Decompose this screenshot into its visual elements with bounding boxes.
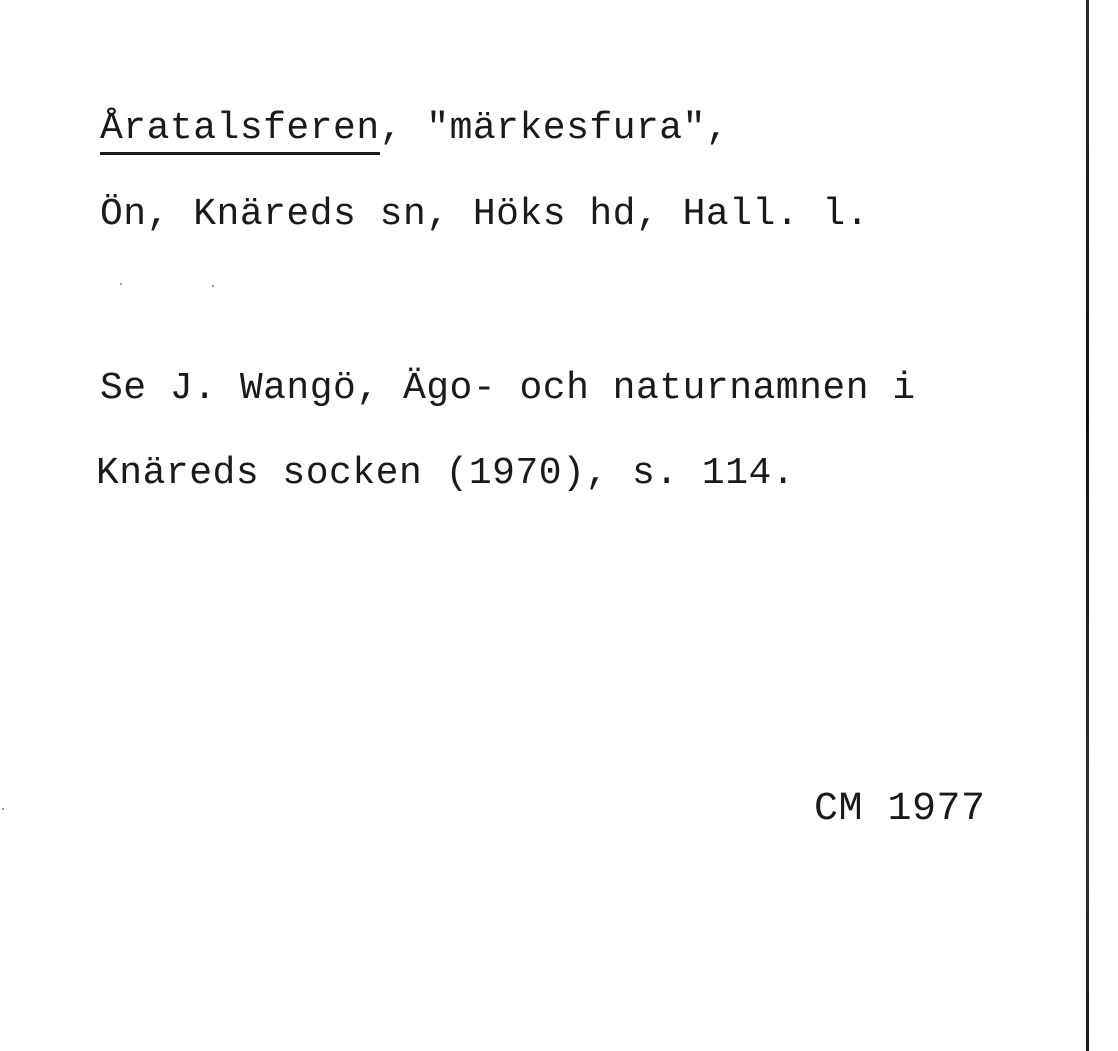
location-line: Ön, Knäreds sn, Höks hd, Hall. l. <box>100 193 870 236</box>
speck-mark <box>120 283 122 285</box>
signature: CM 1977 <box>814 787 986 832</box>
card-edge-line <box>1086 0 1089 1051</box>
title-line <box>100 107 730 150</box>
alternate-name: , "märkesfura", <box>379 107 730 150</box>
reference-line-1: Se J. Wangö, Ägo- och naturnamnen i <box>100 367 916 410</box>
reference-line-2: Knäreds socken (1970), s. 114. <box>96 452 796 495</box>
headword: Åratalsferen <box>100 107 380 155</box>
speck-mark <box>212 285 214 287</box>
speck-mark <box>2 808 4 810</box>
